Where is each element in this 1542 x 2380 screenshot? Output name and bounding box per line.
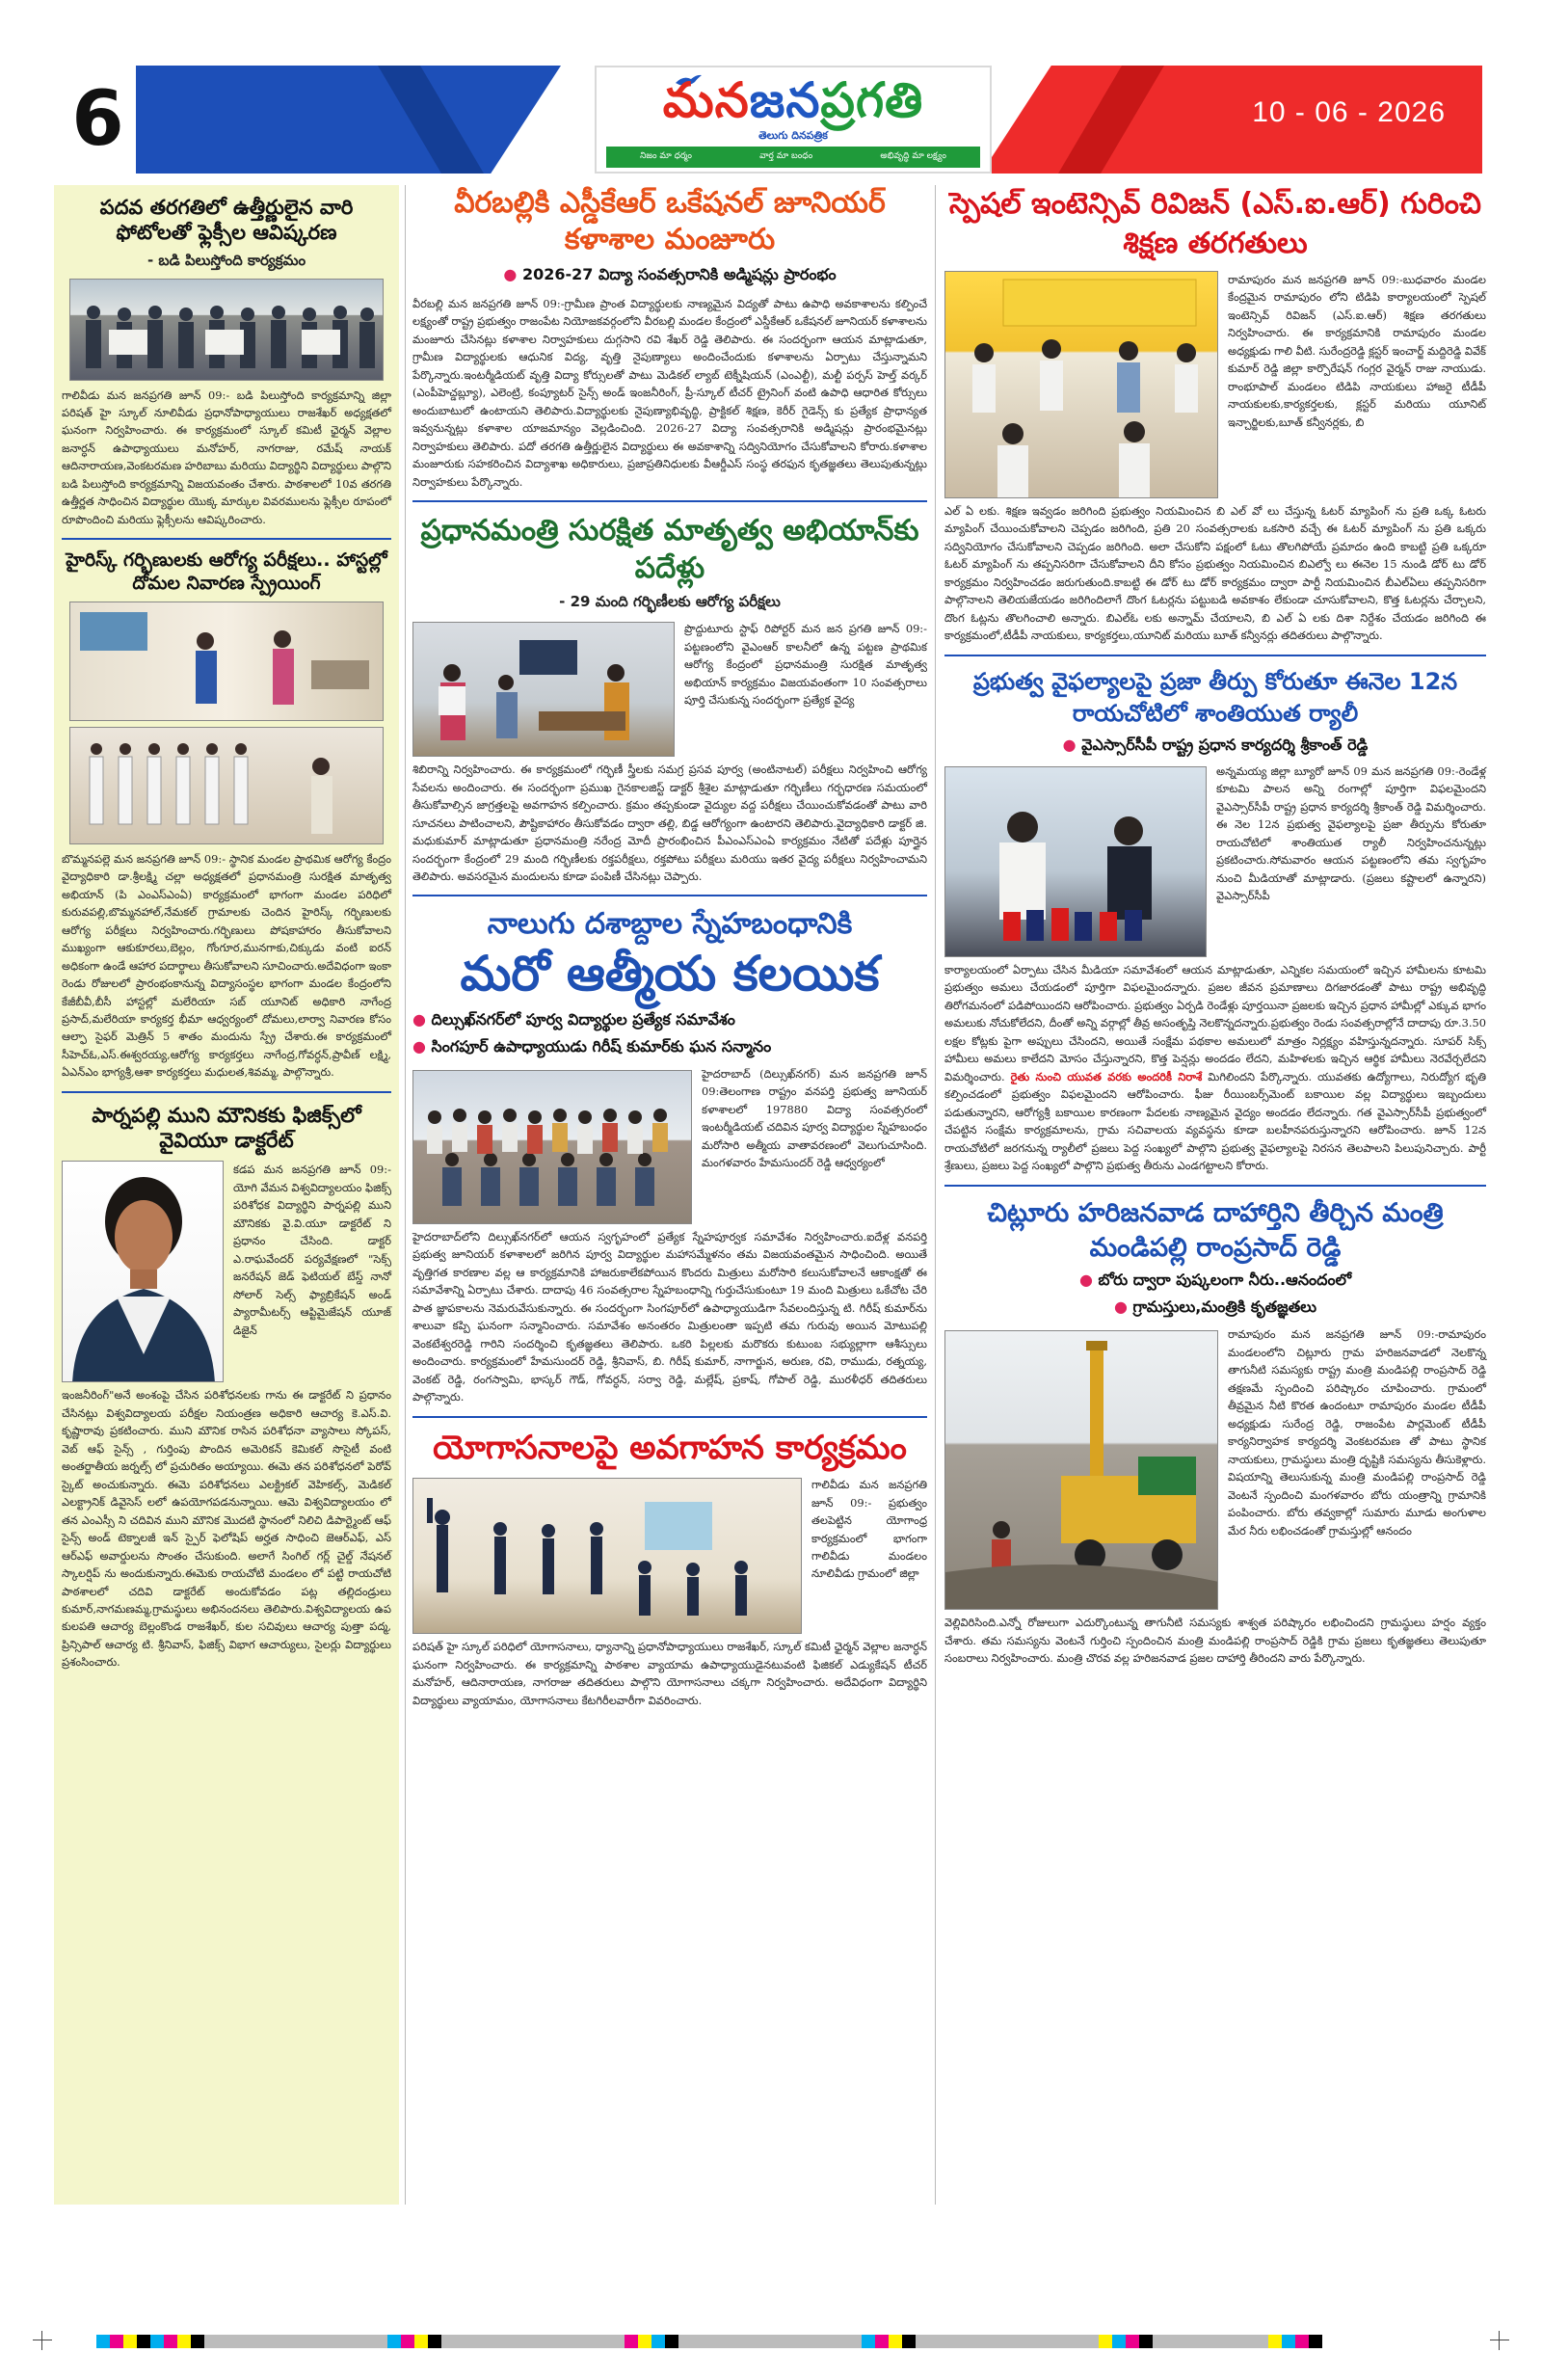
photo-health-camp xyxy=(69,602,384,721)
page-number: 6 xyxy=(71,76,124,163)
divider xyxy=(62,1091,391,1093)
headline: స్పెషల్ ఇంటెన్సివ్ రివిజన్ (ఎస్.ఐ.ఆర్) గురించి శిక్షణ తరగతులు xyxy=(949,187,1481,260)
article-body-top: గాలివీడు మన జనప్రగతి జూన్ 09:- ప్రభుత్వం తలపెట్టిన యోగాంధ్ర కార్యక్రమంలో భాగంగా గాలివీడు మండలం నూలివీడు గ్రామంలో జిల్లా xyxy=(811,1478,927,1581)
page-number-box xyxy=(60,66,139,174)
subheadline: - బడి పిలుస్తోంది కార్యక్రమం xyxy=(146,251,306,269)
headline: చిట్లూరు హరిజనవాడ దాహార్తిని తీర్చిన మంత్రి మండిపల్లి రాంప్రసాద్ రెడ్డి xyxy=(987,1197,1444,1263)
color-swatch xyxy=(1099,2335,1112,2348)
divider xyxy=(62,538,391,540)
health-camp-scene-icon xyxy=(70,602,384,721)
left-column xyxy=(54,185,399,2205)
color-swatch xyxy=(123,2335,137,2348)
color-swatch xyxy=(902,2335,916,2348)
article-body-bottom: ఇంజనీరింగ్"అనే అంశంపై చేసిన పరిశోధనలకు గాను ఈ డాక్టరేట్ ని ప్రధానం చేసినట్లు విశ్వవిద్యాలయ పరీక్షల నియంత్రణ అధికారి ఆచార్య కె.ఎస్.వి. కృష్ణారావు ప్రకటించారు. ముని మౌనిక రాసిన పరిశోధనా వ్యాసాలు స్కోపస్, వెబ్ ఆఫ్ సైన్స్ , గుర్తింపు పొందిన అమెరికన్ కెమికల్ సొసైటీ వంటి అంతర్జాతీయ జర్నల్స్ లో ప్రచురితం అయ్యాయి. ఈమె తన పరిశోధనలో పెరోవ్ స్కైట్ అంచుకున్నారు. ఈమె పరిశోధనలు ఎలక్ట్రికల్ వెహికల్స్, మెడికల్ ఎలక్ట్రానిక్ డివైసెస్ లలో ఉపయోగపడనున్నాయి. ఆమె విశ్వవిద్యాలయం లో తన ఎంఎస్సీ ని చదివిన ముని మౌనిక మొదటి స్థానంలో నిలిచి డిపార్ట్మెంట్ ఆఫ్ సైన్స్ అండ్ టెక్నాలజీ ఇన్ స్పైర్ ఫెలోషిప్ అర్హత సాధించి జెఆర్ఎఫ్, ఎస్ ఆర్ఎఫ్ అవార్డులను సొంతం చేసుకుంది. అలాగే సింగిల్ గర్ల్ చైల్డ్ నేషనల్ స్కాలర్షిప్ ను అందుకున్నారు.ఈమెకు రాయచోటి మండలం లో పట్టి రాయచోటి పాఠశాలలో చదివి డాక్టరేట్ అందుకోవడం పట్ల తల్లిదండ్రులు కుమార్,నాగమణమ్మ,గ్రామస్థులు అభినందనలు తెలిపారు.విశ్వవిద్యాలయ ఉప కులపతి ఆచార్య బెల్లంకొండ రాజశేఖర్, కుల సచివులు ఆచార్య పుత్తా పద్మ, ప్రిన్సిపాల్ ఆచార్య టి. శ్రీనివాస్, ఫిజిక్స్ విభాగ ఆచార్యులు, సైలర్లు విద్యార్థులు ప్రశంసించారు. xyxy=(62,1388,391,1670)
headline: పార్నపల్లి ముని మౌనికకు ఫిజిక్స్‌లో వైవియూ డాక్టరేట్ xyxy=(92,1103,361,1153)
headline: యోగాసనాలపై అవగాహన కార్యక్రమం xyxy=(433,1428,907,1467)
color-swatch xyxy=(177,2335,191,2348)
logo-motto-1: నిజం మా ధర్మం xyxy=(640,151,692,161)
portrait-mouneeka xyxy=(62,1161,224,1382)
article-body-bottom xyxy=(944,961,1486,1175)
photo-hostel-spraying xyxy=(69,727,384,844)
article-body-bottom: ఎల్ ఏ లకు. శిక్షణ ఇవ్వడం జరిగింది ప్రభుత్వం నియమించిన బి ఎల్ వో లు చేస్తున్న ఓటర్ మ్యాపింగ్ ను ప్రతి ఒక్క ఓటరు మ్యాపింగ్ చేయించుకోవాలని చెప్పడం జరిగింది, ప్రతి 20 సంవత్సరాలకు ఒకసారి వచ్చే ఈ ఓటర్ మ్యాపింగ్ ను ప్రతి ఒక్కరు సద్వినియోగం చేసుకోవాలని చెప్పడం జరిగింది. అలా చేసుకోని పక్షంలో ఓటు తొలగిపోయే ప్రమాదం ఉంది కాబట్టి ప్రతి ఒక్కరూ ఓటర్ మ్యాపింగ్ ను తప్పనిసరిగా చేసుకోవాలని దీని కోసం ప్రభుత్వం నియమించిన బిఎల్వో లు ఈనెల 15 నుండి డోర్ టు డోర్ కార్యక్రమం నిర్వహించడం జరుగుతుంది.కాబట్టి ఈ డోర్ టు డోర్ కార్యక్రమం ద్వారా పార్టీ నియమించిన బీఎల్ఏలు తప్పనిసరిగా పాల్గొనాలని తెలియజేయడం జరిగిందిలాగే దొంగ ఓటర్లను పట్టుబడి అవకాశం లేకుండా చూసుకోవాలని, కొత్త ఓటర్లను చేర్చాలని, దొంగ ఓట్లను తొలగించాలి అన్నారు. బిఎల్ఓ లకు అన్నామ్ చేయాలని, బి ఎల్ ఏ లకు దిశా నిర్దేశం చేయడం జరిగింది ఈ కార్యక్రమంలో,టీడీపీ నాయకులు, కార్యకర్తలు,యూనిట్ మరియు బూత్ కన్వీనర్లు తదితరులు పాల్గొన్నారు. xyxy=(944,504,1486,643)
article-body-part-1: కార్యాలయంలో ఏర్పాటు చేసిన మీడియా సమావేశంలో ఆయన మాట్లాడుతూ, ఎన్నికల సమయంలో ఇచ్చిన హామీలను కూటమి ప్రభుత్వం అమలు చేయడంలో పూర్తిగా విఫలమైందన్నారు. ప్రజల జీవన ప్రమాణాలు దిగజారడంతో పాటు రాష్ట్ర అభివృద్ధి తిరోగమనంలో పడిపోయిందని ఆరోపించారు. ప్రభుత్వం ఏర్పడి రెండేళ్లు పూర్తయినా ప్రజలకు ఇచ్చిన ప్రధాన హామీల్లో ఎక్కువ భాగం అమలుకు నోచుకోలేదని, దీంతో అన్ని వర్గాల్లో తీవ్ర అసంతృప్తి నెలకొన్నదన్నారు.ప్రభుత్వం రెండు సంవత్సరాల్లోనే దాదాపు రూ.3.50 లక్షల కోట్లకు పైగా అప్పులు చేసిందని, అయితే సంక్షేమ పథకాల అమలులో మాత్రం నిర్లక్ష్యం వహిస్తున్నదన్నారు. సూపర్ సిక్స్ హామీలు అమలు కాలేదని మోసం చేస్తున్నారని, కొత్త పెన్షన్లు అందడం లేదని, మహిళలకు ఇచ్చిన ఆర్థిక హామీలు నెరవేర్చలేదని విమర్శించారు. xyxy=(944,962,1486,1083)
color-swatch xyxy=(875,2335,889,2348)
masthead xyxy=(60,66,1482,174)
press-meet-scene-icon xyxy=(945,767,1207,957)
article-body: గాలివీడు మన జనప్రగతి జూన్ 09:- బడి పిలుస్తోంది కార్యక్రమాన్ని జిల్లా పరిషత్ హై స్కూల్ నూలివీడు ప్రధానోపాధ్యాయులు రాజశేఖర్ అధ్యక్షతలో ఘనంగా నిర్వహించారు. ఈ కార్యక్రమంలో స్కూల్ కమిటీ ఛైర్మన్ వెల్లాల జనార్ధన్ ఉపాధ్యాయులు మనోహర్, నాగరాజు, రమేష్ నాయక్ ఆదినారాయణ,వెంకటరమణ హరిబాబు మరియు విద్యార్థిని విద్యార్థులు పాల్గొని బడి పిలుస్తోంది కార్యక్రమాన్ని విజయవంతం చేశారు. పాఠశాలలో 10వ తరగతి ఉత్తీర్ణత సాధించిన విద్యార్థుల యొక్క మార్కుల వివరములను ఫ్లెక్సీల రూపంలో రూపొందించి మరియు ఫ్లెక్సీలను ఆవిష్కరించారు. xyxy=(62,388,391,526)
column-divider-1 xyxy=(405,185,406,2205)
color-swatch xyxy=(651,2335,665,2348)
article-sir-training xyxy=(944,185,1486,645)
middle-column xyxy=(412,185,927,1709)
article-body-part-2: మిగిలిందని పేర్కొన్నారు. యువతకు ఉద్యోగాలు, నిరుద్యోగ భృతి కల్పించడంలో ప్రభుత్వం విఫలమైందని ఆరోపించారు. ఫీజు రీయింబర్స్‌మెంట్ బకాయిల వల్ల విద్యార్థులు ఇబ్బందులు పడుతున్నారని, ఆరోగ్యశ్రీ బకాయిల కారణంగా పేదలకు నాణ్యమైన వైద్యం అందడం లేదన్నారు. గత వైఎస్సార్‌సీపీ ప్రభుత్వంలో చేపట్టిన సంక్షేమ కార్యక్రమాలను, గ్రామ సచివాలయ వ్యవస్థను కూడా బలహీనపరుస్తున్నారని ఆరోపించారు. జూన్ 12న రాయచోటిలో జరగనున్న ర్యాలీలో ప్రజలు పెద్ద సంఖ్యలో పాల్గొని ప్రభుత్వ వైఫల్యాలపై నిరసన తెలపాలని పిలుపునిచ్చారు. పార్టీ శ్రేణులు, ప్రజలు పెద్ద సంఖ్యలో పాల్గొని ప్రభుత్వ తీరును ఎండగట్టాలని కోరారు. xyxy=(944,1069,1486,1173)
hostel-scene-icon xyxy=(70,728,384,844)
color-swatch xyxy=(1126,2335,1139,2348)
yoga-scene-icon xyxy=(413,1479,802,1634)
article-body-bottom: పరిషత్ హై స్కూల్ పరిధిలో యోగాసనాలు, ధ్యానాన్ని ప్రధానోపాధ్యాయులు రాజశేఖర్, స్కూల్ కమిటీ ఛైర్మన్ వెల్లాల జనార్ధన్ ఘనంగా నిర్వహించారు. ఈ కార్యక్రమాన్ని పాఠశాల వ్యాయామ ఉపాధ్యాయుడైనటువంటి ఫిజికల్ ఎడ్యుకేషన్ టీచర్ మనోహర్, ఆదినారాయణ, నాగరాజు తదితరులు పాల్గొని యోగాసనాలు చక్కగా నిర్వహించారు. అదేవిధంగా విద్యార్థిని విద్యార్థులు వ్యాయామం, యోగాసనాలు కేటగిరీలవారీగా వివరించారు. xyxy=(412,1640,927,1707)
person-portrait-icon xyxy=(63,1162,224,1382)
headline: వీరబల్లికి ఎస్డీకేఆర్ ఒకేషనల్ జూనియర్ కళాశాల మంజూరు xyxy=(454,186,886,256)
issue-date: 10 - 06 - 2026 xyxy=(1252,96,1446,128)
photo-borewell-rig xyxy=(944,1330,1218,1610)
article-body-bottom: హైదరాబాద్‌లోని దిల్సుఖ్‌నగర్‌లో ఆయన స్వగృహంలో ప్రత్యేక స్నేహపూర్వక సమావేశం నిర్వహించారు.ఐదేళ్ల వనపర్తి ప్రభుత్వ జూనియర్ కళాశాలలో జరిగిన పూర్వ విద్యార్థుల మహాసమ్మేళనం తమ విజయవంతమైన సాధించింది. అయితే వృత్తిగత కారణాల వల్ల ఆ కార్యక్రమానికి హాజరుకాలేకపోయిన కొందరు మిత్రులు మరోసారి కలుసుకోవాలనే ఆకాంక్షతో ఈ సమావేశాన్ని ఏర్పాటు చేశారు. దాదాపు 46 సంవత్సరాల స్నేహబంధాన్ని గుర్తుచేసుకుంటూ 19 మంది మిత్రులు ఒకేచోట చేరి పాత జ్ఞాపకాలను నెమరువేసుకున్నారు. ఈ సందర్భంగా సింగపూర్‌లో ఉపాధ్యాయుడిగా సేవలందిస్తున్న టి. గిరీష్ కుమార్‌ను శాలువా కప్పి ఘనంగా సన్మానించారు. సమావేశం అనంతరం మిత్రులంతా ఇప్పటి తమ గురువు అయిన మోటుపల్లి వెంకటేశ్వరరెడ్డి గారిని సందర్శించి కృతజ్ఞతలు తెలిపారు. ఒకరి పిల్లలకు మరొకరు కుటుంబ సభ్యుల్లాగా ఆశీస్సులు అందించారు. కార్యక్రమంలో హేమసుందర్ రెడ్డి, శ్రీనివాస్, బి. గిరీష్ కుమార్, నాగార్జున, అరుణ, రవి, రాముడు, రత్నయ్య, వెంకట్ రెడ్డి, రంగస్వామి, భాస్కర్ గౌడ్, గోవర్ధన్, సర్వా రెడ్డి, మల్లేష్, ప్రకాష్, గోపాల్ రెడ్డి, మురళీధర్ తదితరులు పాల్గొన్నారు. xyxy=(412,1229,927,1404)
color-swatch xyxy=(150,2335,164,2348)
color-swatch xyxy=(665,2335,678,2348)
bullet-point-2: ● గ్రామస్తులు,మంత్రికి కృతజ్ఞతలు xyxy=(944,1297,1486,1320)
divider xyxy=(944,655,1486,656)
color-swatch xyxy=(638,2335,651,2348)
article-body-top: అన్నమయ్య జిల్లా బ్యూరో జూన్ 09 మన జనప్రగతి 09:-రెండేళ్ల కూటమి పాలన అన్ని రంగాల్లో పూర్తిగా విఫలమైందని వైఎస్సార్‌సీపీ రాష్ట్ర ప్రధాన కార్యదర్శి శ్రీకాంత్ రెడ్డి విమర్శించారు. ఈ నెల 12న ప్రభుత్వ వైఫల్యాలపై ప్రజా తీర్పును కోరుతూ రాయచోటిలో శాంతియుత ర్యాలీ నిర్వహించనున్నట్లు ప్రకటించారు.సోమవారం ఆయన పట్టణంలోని తమ స్వగృహం నుంచి మీడియాతో మాట్లాడారు. (ప్రజలు కష్టాలలో ఉన్నారని) వైఎస్సార్‌సీపీ xyxy=(1216,763,1486,903)
color-swatch xyxy=(387,2335,401,2348)
divider xyxy=(412,895,927,896)
headline-line-2: మరో ఆత్మీయ కలయిక xyxy=(460,945,880,1002)
article-body-top: హైదరాబాద్ (దిల్సుఖ్‌నగర్) మన జనప్రగతి జూన్ 09:తెలంగాణ రాష్ట్రం వనపర్తి ప్రభుత్వ జూనియర్ కళాశాలలో 197880 విద్యా సంవత్సరంలో ఇంటర్మీడియట్ చదివిన పూర్వ విద్యార్థుల స్నేహబంధం మరోసారి అత్మీయ వాతావరణంలో వెలుగుచూసింది. మంగళవారం హేమసుందర్ రెడ్డి ఆధ్వర్యంలో xyxy=(702,1066,927,1170)
group-photo-students xyxy=(69,279,384,381)
medical-camp-scene-icon xyxy=(413,623,675,757)
divider xyxy=(412,1416,927,1418)
logo-title xyxy=(597,69,990,131)
divider xyxy=(944,1185,1486,1187)
divider xyxy=(412,500,927,502)
color-swatch xyxy=(401,2335,414,2348)
group-photo-alumni xyxy=(412,1070,692,1224)
article-health-tests xyxy=(62,549,391,1082)
logo-motto-2: వార్త మా బంధం xyxy=(759,151,813,161)
color-swatch xyxy=(1139,2335,1153,2348)
article-peaceful-rally xyxy=(944,666,1486,1175)
color-swatch xyxy=(58,2335,96,2348)
photo-pmsma-camp xyxy=(412,622,675,757)
article-body-bottom: వెల్లివిరిసింది.ఎన్నో రోజులుగా ఎదుర్కొంటున్న తాగునీటి సమస్యకు శాశ్వత పరిష్కారం లభించిందని గ్రామస్థులు హర్షం వ్యక్తం చేశారు. తమ సమస్యను వెంటనే గుర్తించి స్పందించిన మంత్రి మండిపల్లి రాంప్రసాద్ రెడ్డికి గ్రామ ప్రజలు కృతజ్ఞతలు తెలుపుతూ సంబరాలు నిర్వహించారు. మంత్రి చొరవ వల్ల హరిజనవాడ ప్రజల దాహార్తి తీరిందని వారు పేర్కొన్నారు. xyxy=(944,1616,1486,1666)
right-column xyxy=(944,185,1486,1668)
subheadline: ● 2026-27 విద్యా సంవత్సరానికి అడ్మిషన్లు ప్రారంభం xyxy=(412,265,927,287)
color-swatch xyxy=(428,2335,441,2348)
registration-mark-right xyxy=(1490,2331,1509,2350)
color-swatch xyxy=(862,2335,875,2348)
article-body-bottom: శిబిరాన్ని నిర్వహించారు. ఈ కార్యక్రమంలో గర్భిణీ స్త్రీలకు సమగ్ర ప్రసవ పూర్వ (అంటినాటల్) పరీక్షలు నిర్వహించి ఆరోగ్య సేవలను అందించారు. ఈ సందర్భంగా ప్రముఖ గైనకాలజిస్ట్ డాక్టర్ శ్రీశైల మాట్లాడుతూ గర్భిణీలు గర్భధారణ సమయంలో తీసుకోవాల్సిన జాగ్రత్తలపై అవగాహన కల్పించారు. క్రమం తప్పకుండా వైద్యుల వద్ద పరీక్షలు చేయించుకోవడంతో పాటు వారి సూచనలు పాటించాలని, పౌష్టికాహారం తీసుకోవడం ద్వారా తల్లి, బిడ్డ ఆరోగ్యంగా ఉంటారని తెలిపారు.వైద్యాధికారి డాక్టర్ జి. మధుకుమార్ మాట్లాడుతూ ప్రధానమంత్రి నరేంద్ర మోదీ ప్రారంభించిన పీఎంఎస్ఎంఏ కార్యక్రమం నేటితో పదేళ్లు పూర్తైన సందర్భంగా కేంద్రంలో 29 మంది గర్భిణీలకు రక్తపరీక్షలు, రక్తపోటు పరీక్షలు మరియు ఇతర వైద్య పరీక్షలు నిర్వహించామని తెలిపారు. అవసరమైన మందులను కూడా పంపిణీ చేసినట్లు చెప్పారు. xyxy=(412,762,927,883)
color-swatch xyxy=(1112,2335,1126,2348)
article-body-top: కడప మన జనప్రగతి జూన్ 09:-యోగి వేమన విశ్వవిద్యాలయం ఫిజిక్స్ పరిశోధక విద్యార్థిని పార్నపల్లి ముని మౌనికకు వై.వి.యూ డాక్టరేట్ ని ప్రధానం చేసింది. డాక్టర్ ఎ.రాఘవేందర్ పర్యవేక్షణలో "సెక్స్ జనరేషన్ జెడ్ ఫెటియల్ బేస్డ్ నానో సోలార్ సెల్స్ ఫ్యాబ్రికేషన్ అండ్ ప్యారామీటర్స్ ఆప్టిమైజేషన్ యూజ్ డిజైన్ xyxy=(233,1163,391,1337)
newspaper-logo xyxy=(595,66,992,174)
color-swatch xyxy=(137,2335,150,2348)
article-highlight: రైతు నుంచి యువత వరకు అందరికీ నిరాశే xyxy=(1010,1069,1203,1083)
logo-tagline: తెలుగు దినపత్రిక xyxy=(758,129,828,142)
people-silhouette-icon xyxy=(70,280,384,381)
logo-part-3: ప్రగతి xyxy=(820,72,924,128)
article-flex-unveiling xyxy=(62,195,391,528)
grey-bar xyxy=(678,2335,862,2348)
article-alumni-meet xyxy=(412,906,927,1405)
article-body: వీరబల్లి మన జనప్రగతి జూన్ 09:-గ్రామీణ ప్రాంత విద్యార్థులకు నాణ్యమైన విద్యతో పాటు ఉపాధి అవకాశాలను కల్పించే లక్ష్యంతో రాష్ట్ర ప్రభుత్వం రాజంపేట నియోజకవర్గంలోని వీరబల్లి మండల కేంద్రంలో ఎస్డీకేఆర్ ఒకేషనల్ జూనియర్ కళాశాలను మంజూరు చేసినట్లు కళాశాల నిర్వాహకులు దుగ్గసాని రవి శేఖర్ రెడ్డి తెలిపారు. ఈ సందర్భంగా ఆయన మాట్లాడుతూ, గ్రామీణ విద్యార్థులకు ఆధునిక విద్య, వృత్తి నైపుణ్యాలు అందించేందుకు కళాశాలను ఏర్పాటు చేస్తున్నామని పేర్కొన్నారు.ఇంటర్మీడియట్ వృత్తి విద్యా కోర్సులతో పాటు మెడికల్ ల్యాబ్ టెక్నీషియన్ (ఎంఎల్టీ), మల్టీ పర్పస్ హెల్త్ వర్కర్ (ఎంపీహెచ్డబ్ల్యూ), ఎలెంట్రి, కంప్యూటర్ సైన్స్ అండ్ ఇంజనీరింగ్, ప్రీ-స్కూల్ టీచర్ ట్రైనింగ్ వంటి ఉపాధి ఆధారిత కోర్సులు అందుబాటులో ఉంటాయని తెలిపారు.విద్యార్థులకు నైపుణ్యాభివృద్ధి, ప్రాక్టికల్ శిక్షణ, కెరీర్ గైడెన్స్ కు ప్రత్యేక ప్రాధాన్యత ఇవ్వనున్నట్లు కళాశాల యాజమాన్యం వెల్లడించింది. 2026-27 విద్యా సంవత్సరానికి అడ్మిషన్లు ప్రారంభమైనట్లు నిర్వాహకులు తెలిపారు. పదో తరగతి ఉత్తీర్ణులైన విద్యార్థులు ఈ అవకాశాన్ని సద్వినియోగం చేసుకోవాలని కోరారు.కళాశాల మంజూరుకు సహకరించిన విద్యాశాఖ అధికారులు, ప్రజాప్రతినిధులకు వీఆర్డీఎస్ సంస్థ తరఫున కృతజ్ఞతలు తెలుపుతున్నట్లు నిర్వాహకులు పేర్కొన్నారు. xyxy=(412,297,927,489)
color-swatch xyxy=(191,2335,204,2348)
headline: హైరిస్క్ గర్భిణులకు ఆరోగ్య పరీక్షలు.. హాస్టల్లో దోమల నివారణ స్ప్రేయింగ్ xyxy=(66,549,387,594)
logo-part-2: జన xyxy=(749,72,821,128)
grey-bar xyxy=(204,2335,387,2348)
headline-line-1: నాలుగు దశాబ్దాల స్నేహబంధానికి xyxy=(487,907,853,942)
headline: పదవ తరగతిలో ఉత్తీర్ణులైన వారి ఫోటోలతో ఫ్లెక్సీల ఆవిష్కరణ xyxy=(99,196,354,245)
article-body-top: ప్రొద్దుటూరు స్టాఫ్ రిపోర్టర్ మన జన ప్రగతి జూన్ 09:-పట్టణంలోని వైఎంఆర్ కాలనీలో ఉన్న పట్టణ ప్రాథమిక ఆరోగ్య కేంద్రంలో ప్రధానమంత్రి సురక్షిత మాతృత్వ అభియాన్ కార్యక్రమం విజయవంతంగా 10 సంవత్సరాలు పూర్తి చేసుకున్న సందర్భంగా ప్రత్యేక వైద్య xyxy=(684,622,927,708)
color-swatch xyxy=(1309,2335,1322,2348)
article-borewell xyxy=(944,1196,1486,1668)
subheadline: - 29 మంది గర్భిణీలకు ఆరోగ్య పరీక్షలు xyxy=(559,593,781,611)
article-junior-college xyxy=(412,185,927,491)
color-swatch xyxy=(110,2335,123,2348)
article-pmsma xyxy=(412,512,927,885)
article-body-top: రామాపురం మన జనప్రగతి జూన్ 09:-రామాపురం మండలంలోని చిట్లూరు గ్రామ హరిజనవాడలో నెలకొన్న తాగునీటి సమస్యకు రాష్ట్ర మంత్రి మండిపల్లి రాంప్రసాద్ రెడ్డి తక్షణమే స్పందించి పరిష్కారం చూపించారు. గ్రామంలో తీవ్రమైన నీటి కొరత ఉందంటూ రామాపురం మండల టీడీపీ అధ్యక్షుడు సురేంద్ర రెడ్డి, రాజంపేట పార్లమెంట్ టీడీపీ కార్యనిర్వాహక కార్యదర్శి వెంకటరమణ తో పాటు స్థానిక నాయకులు, గ్రామస్థులు మంత్రి దృష్టికి సమస్యను తీసుకెళ్లారు. విషయాన్ని తెలుసుకున్న మంత్రి మండిపల్లి రాంప్రసాద్ రెడ్డి వెంటనే స్పందించి మంగళవారం బోరు యంత్రాన్ని గ్రామానికి పంపించారు. బోరు తవ్వకాల్లో సుమారు మూడు అంగుళాల మేర నీరు లభించడంతో గ్రామస్తుల్లో ఆనందం xyxy=(1228,1327,1486,1538)
photo-yoga-session xyxy=(412,1478,802,1634)
color-swatch xyxy=(889,2335,902,2348)
grey-bar xyxy=(441,2335,625,2348)
color-swatch xyxy=(414,2335,428,2348)
color-swatch xyxy=(625,2335,638,2348)
registration-mark-left xyxy=(33,2331,52,2350)
color-swatch xyxy=(1295,2335,1309,2348)
photo-press-meet xyxy=(944,766,1207,957)
grey-bar xyxy=(916,2335,1099,2348)
headline: ప్రధానమంత్రి సురక్షిత మాతృత్వ అభియాన్‌కు పదేళ్లు xyxy=(420,514,919,586)
logo-motto-bar xyxy=(606,147,980,168)
print-color-strip xyxy=(58,2334,1484,2349)
meeting-scene-icon xyxy=(945,272,1218,498)
bullet-point-2: ● సింగపూర్ ఉపాధ్యాయుడు గిరీష్ కుమార్‌కు ఘన సన్మానం xyxy=(412,1037,927,1059)
color-swatch xyxy=(1268,2335,1282,2348)
grey-bar xyxy=(1153,2335,1268,2348)
article-doctorate xyxy=(62,1103,391,1671)
column-divider-2 xyxy=(935,185,936,2205)
logo-part-1: మన xyxy=(662,72,750,128)
color-swatch xyxy=(96,2335,110,2348)
group-people-icon xyxy=(413,1071,692,1224)
article-yoga xyxy=(412,1428,927,1709)
article-body: బొమ్మనపల్లె మన జనప్రగతి జూన్ 09:- స్థానిక మండల ప్రాథమిక ఆరోగ్య కేంద్రం వైద్యాధికారి డా.శ్రీలక్ష్మి చల్లా అధ్యక్షతలో ప్రధానమంత్రి సురక్షిత మాతృత్వ అభియాన్ (పి ఎంఎస్ఎంఏ) కార్యక్రమంలో భాగంగా మండల పరిధిలో కురువపల్లి,బొమ్మనహాల్,నేమకల్ గ్రామాలకు చెందిన హైరిస్క్ గర్భిణులకు ఆరోగ్య పరీక్షలు నిర్వహించారు.గర్భిణులు పోషకాహారం తీసుకోవాలని ముఖ్యంగా ఆకుకూరలు,బెల్లం, గోంగూర,మునగాకు,చిక్కుడు వంటి ఐరన్ అధికంగా ఉండే ఆహార పదార్థాలు తీసుకోవాలని సూచించారు.అదేవిధంగా ఇంకా రెండు రోజులలో ప్రారంభంకానున్న విద్యాసంస్థల భాగంగా మండల కేంద్రంలోని కేజీబీవీ,బీసీ హాస్టల్లో మలేరియా సబ్ యూనిట్ అధికారి నాగేంద్ర ప్రసాద్,మలేరియా కార్యకర్త భీమా ఆధ్వర్యంలో దోమలు,లార్వా నివారణ కోసం ఆల్ఫా సైఫర్ మెత్రిన్ 5 శాతం మందును స్ప్రే చేశారు.ఈ కార్యక్రమంలో సీహెచ్ఓ,ఎస్.ఈశ్వరయ్య,ఆరోగ్య కార్యకర్తలు నాగేంద్ర,గోవర్ధన్,ప్రావీణ్ లక్ష్మి, ఏఎన్ఎం భాగ్యశ్రీ,ఆశా కార్యకర్తలు మధులత,శివమ్మ, పాల్గొన్నారు. xyxy=(62,851,391,1080)
bullet-point-1: ● బోరు ద్వారా పుష్కలంగా నీరు..ఆనందంలో xyxy=(944,1270,1486,1293)
photo-sir-training xyxy=(944,271,1218,498)
borewell-rig-icon xyxy=(945,1331,1218,1610)
color-swatch xyxy=(164,2335,177,2348)
headline: ప్రభుత్వ వైఫల్యాలపై ప్రజా తీర్పు కోరుతూ ఈనెల 12న రాయచోటిలో శాంతియుత ర్యాలీ xyxy=(972,667,1458,728)
bullet-point-1: ● దిల్సుఖ్‌నగర్‌లో పూర్వ విద్యార్థుల ప్రత్యేక సమావేశం xyxy=(412,1010,927,1032)
color-swatch xyxy=(1282,2335,1295,2348)
bullet-point: ● వైఎస్సార్‌సీపీ రాష్ట్ర ప్రధాన కార్యదర్శి శ్రీకాంత్ రెడ్డి xyxy=(944,735,1486,758)
logo-motto-3: అభివృద్ధి మా లక్ష్యం xyxy=(880,151,946,161)
article-body-top: రామాపురం మన జనప్రగతి జూన్ 09:-బుధవారం మండల కేంద్రమైన రామాపురం లోని టిడిపి కార్యాలయంలో స్పెషల్ ఇంటెన్సివ్ రివిజన్ (ఎస్.ఐ.ఆర్) శిక్షణ తరగతులు నిర్వహించారు. ఈ కార్యక్రమానికి రామాపురం మండల అధ్యక్షుడు గాలి వీటి. సురేంద్రరెడ్డి క్లస్టర్ ఇంచార్జ్ మద్దిరెడ్డి వివేక్ కుమార్ రెడ్డి జిల్లా కార్పొరేషన్ గంగ్లర వైర్మన్ రాజు నాయుడు. రాంభూపాల్ మండలం టిడిపి నాయకులు హాజరై టీడీపీ నాయకులకు,కార్యకర్తలకు, క్లస్టర్ మరియు యూనిట్ ఇన్చార్జిలకు,బూత్ కన్వీనర్లకు, బి xyxy=(1228,273,1486,429)
